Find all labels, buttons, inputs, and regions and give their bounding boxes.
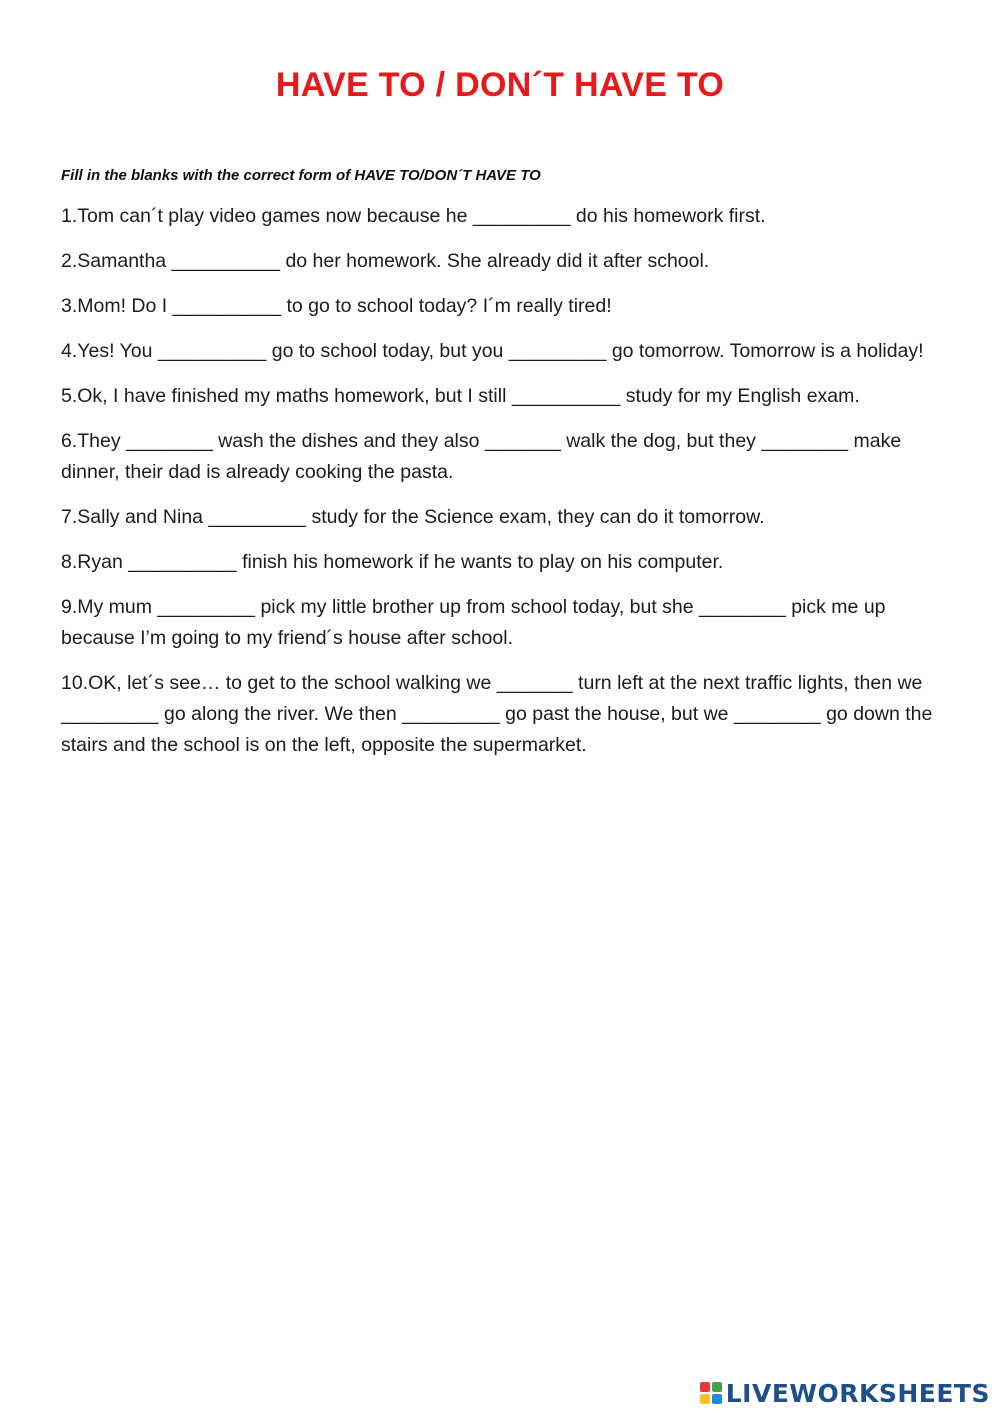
exercise-item: 8.Ryan __________ finish his homework if he wants to play on his computer. [61,551,724,573]
exercise-item: 3.Mom! Do I __________ to go to school today? I´m really tired! [61,295,612,317]
exercise-item: 10.OK, let´s see… to get to the school walking we _______ turn left at the next traffic lights, then we _________ go along the river. We then _________ go past the house, but we ________ go down the stairs and the school is on the left, opposite the supermarket. [61,672,933,756]
exercise-item: 2.Samantha __________ do her homework. She already did it after school. [61,250,710,272]
logo-squares-icon [700,1382,722,1404]
logo-text: LIVEWORKSHEETS [725,1378,990,1408]
exercise-item: 6.They ________ wash the dishes and they also _______ walk the dog, but they ________ make dinner, their dad is already cooking the pasta. [61,430,902,483]
exercise-item: 1.Tom can´t play video games now because he _________ do his homework first. [61,205,766,227]
exercise-item: 4.Yes! You __________ go to school today, but you _________ go tomorrow. Tomorrow is a holiday! [61,340,924,362]
exercise-item: 5.Ok, I have finished my maths homework, but I still __________ study for my English exam. [61,385,860,407]
liveworksheets-logo[interactable] [700,1377,990,1409]
instructions: Fill in the blanks with the correct form of HAVE TO/DON´T HAVE TO [61,167,541,184]
logo-square [700,1394,710,1404]
worksheet-title: HAVE TO / DON´T HAVE TO [275,66,725,104]
exercise-item: 7.Sally and Nina _________ study for the Science exam, they can do it tomorrow. [61,506,765,528]
logo-square [712,1382,722,1392]
exercise-item: 9.My mum _________ pick my little brother up from school today, but she ________ pick me up because I’m going to my friend´s house after school. [61,596,886,649]
logo-square [700,1382,710,1392]
exercise-list [61,201,951,775]
logo-square [712,1394,722,1404]
